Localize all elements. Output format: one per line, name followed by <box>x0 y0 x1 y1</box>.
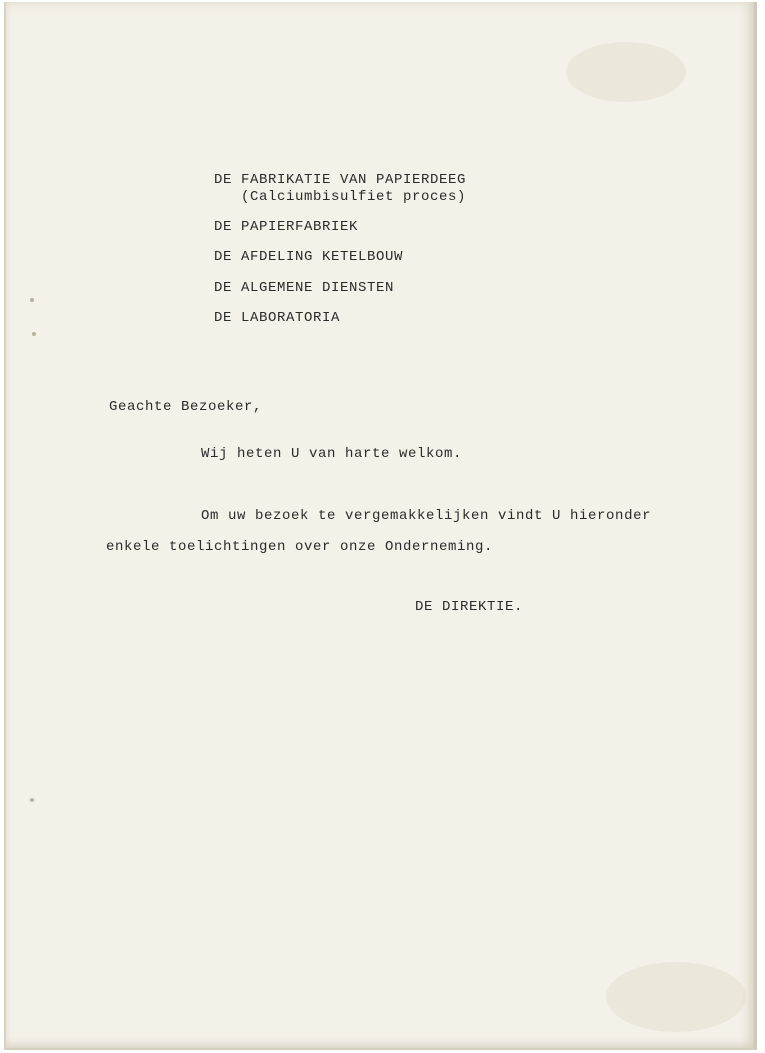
welcome-line: Wij heten U van harte welkom. <box>201 446 463 462</box>
contents-item-pulp: DE FABRIKATIE VAN PAPIERDEEG <box>214 172 467 188</box>
contents-item-process: (Calciumbisulfiet proces) <box>241 189 467 205</box>
contents-item-general-services: DE ALGEMENE DIENSTEN <box>214 280 395 296</box>
salutation: Geachte Bezoeker, <box>109 399 263 415</box>
signature: DE DIREKTIE. <box>415 599 524 615</box>
punch-mark <box>30 298 34 302</box>
contents-item-paper-mill: DE PAPIERFABRIEK <box>214 219 359 235</box>
body-line-1: Om uw bezoek te vergemakkelijken vindt U hieronder <box>201 508 652 524</box>
punch-mark <box>32 332 36 336</box>
body-line-2: enkele toelichtingen over onze Onderneming. <box>106 539 494 555</box>
paper-stain <box>606 962 746 1032</box>
contents-item-boiler: DE AFDELING KETELBOUW <box>214 249 404 265</box>
paper-stain <box>566 42 686 102</box>
paper-sheet <box>4 2 757 1050</box>
punch-mark <box>30 798 34 802</box>
contents-item-laboratories: DE LABORATORIA <box>214 310 341 326</box>
